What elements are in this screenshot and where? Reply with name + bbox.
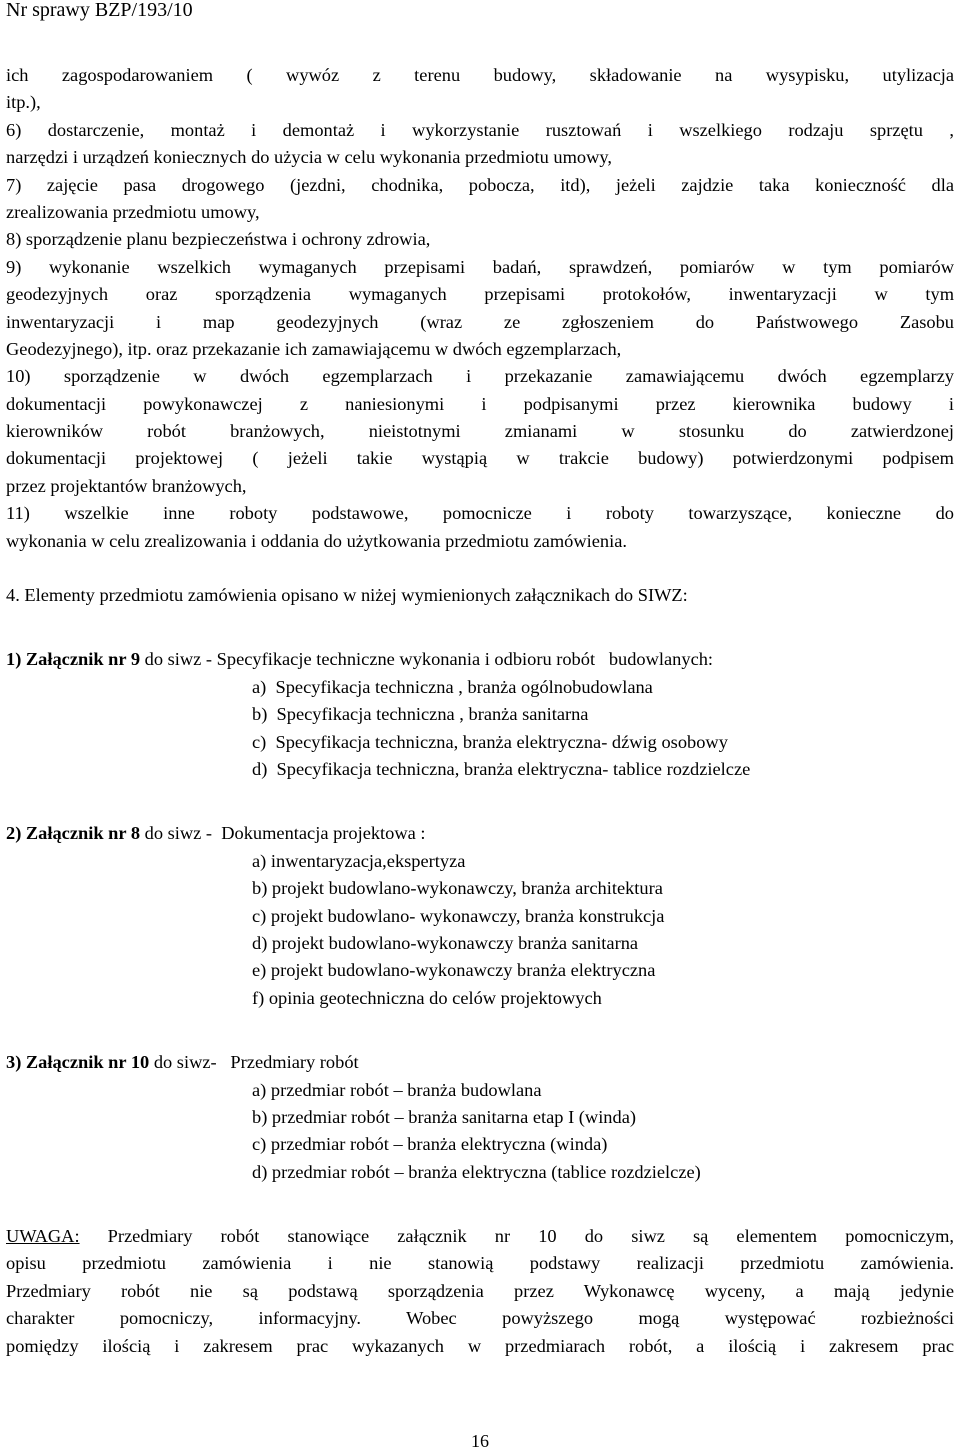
- attachment-2-title: [6, 820, 954, 847]
- attachment-3-item: c) przedmiar robót – branża elektryczna (winda): [252, 1134, 608, 1155]
- attachment-2-item: d) projekt budowlano-wykonawczy branża sanitarna: [252, 932, 639, 953]
- text-line: 11) wszelkie inne roboty podstawowe, pomocnicze i roboty towarzyszące, konieczne do: [6, 503, 954, 524]
- note-line: charakter pomocniczy, informacyjny. Wobec powyższego mogą występować rozbieżności: [6, 1308, 954, 1329]
- attachment-1-item: d) Specyfikacja techniczna, branża elektryczna- tablice rozdzielcze: [252, 758, 751, 779]
- note-label: UWAGA:: [6, 1226, 80, 1247]
- text-line: ich zagospodarowaniem ( wywóz z terenu budowy, składowanie na wysypisku, utylizacja: [6, 65, 954, 85]
- text-line: dokumentacji powykonawczej z naniesionymi i podpisanymi przez kierownika budowy i: [6, 393, 954, 414]
- attachment-1-item: c) Specyfikacja techniczna, branża elektryczna- dźwig osobowy: [252, 731, 728, 752]
- text-line: zrealizowania przedmiotu umowy,: [6, 201, 260, 222]
- text-line: itp.),: [6, 92, 41, 113]
- attachment-2-item: b) projekt budowlano-wykonawczy, branża architektura: [252, 878, 663, 899]
- document-body: [6, 62, 954, 1360]
- note-line: Przedmiary robót nie są podstawą sporządzenia przez Wykonawcę wyceny, a mają jedynie: [6, 1280, 954, 1301]
- text-line: przez projektantów branżowych,: [6, 475, 247, 496]
- section-4-heading: 4. Elementy przedmiotu zamówienia opisano w niżej wymienionych załącznikach do SIWZ:: [6, 585, 688, 606]
- text-line: narzędzi i urządzeń koniecznych do użycia w celu wykonania przedmiotu umowy,: [6, 147, 612, 168]
- note-first-line: [6, 1223, 954, 1250]
- text-line: 9) wykonanie wszelkich wymaganych przepisami badań, sprawdzeń, pomiarów w tym pomiarów: [6, 256, 954, 277]
- attachment-2-item: f) opinia geotechniczna do celów projektowych: [252, 987, 602, 1008]
- attachment-1-block: [6, 646, 954, 783]
- attachment-2-item: a) inwentaryzacja,ekspertyza: [252, 850, 466, 871]
- note-paragraph: [6, 1223, 954, 1360]
- note-line: pomiędzy ilością i zakresem prac wykazanych w przedmiarach robót, a ilością i zakresem prac: [6, 1335, 954, 1356]
- text-line: 10) sporządzenie w dwóch egzemplarzach i przekazanie zamawiającemu dwóch egzemplarzy: [6, 366, 954, 387]
- text-line: dokumentacji projektowej ( jeżeli takie wystąpią w trakcie budowy) potwierdzonymi podpisem: [6, 448, 954, 469]
- page-header-case-number: Nr sprawy BZP/193/10: [6, 0, 193, 21]
- attachment-1-item: a) Specyfikacja techniczna , branża ogólnobudowlana: [252, 676, 653, 697]
- attachment-3-item: d) przedmiar robót – branża elektryczna (tablice rozdzielcze): [252, 1161, 701, 1182]
- attachment-3-block: [6, 1049, 954, 1186]
- attachment-3-item: a) przedmiar robót – branża budowlana: [252, 1079, 542, 1100]
- page-number: 16: [471, 1431, 489, 1451]
- attachment-1-item: b) Specyfikacja techniczna , branża sanitarna: [252, 704, 589, 725]
- text-line: inwentaryzacji i map geodezyjnych (wraz ze zgłoszeniem do Państwowego Zasobu: [6, 311, 954, 332]
- text-line: 7) zajęcie pasa drogowego (jezdni, chodnika, pobocza, itd), jeżeli zajdzie taka konieczność dla: [6, 174, 954, 195]
- text-line: 6) dostarczenie, montaż i demontaż i wykorzystanie rusztowań i wszelkiego rodzaju sprzętu ,: [6, 119, 954, 140]
- attachment-1-title: [6, 646, 954, 673]
- text-line: geodezyjnych oraz sporządzenia wymaganych przepisami protokołów, inwentaryzacji w tym: [6, 284, 954, 305]
- attachment-1-number: 1) Załącznik nr 9: [6, 649, 141, 670]
- attachment-3-title: [6, 1049, 954, 1076]
- attachment-2-block: [6, 820, 954, 1012]
- text-line: kierowników robót branżowych, nieistotnymi zmianami w stosunku do zatwierdzonej: [6, 421, 954, 442]
- attachment-3-number: 3) Załącznik nr 10: [6, 1052, 150, 1073]
- paragraph-scope-of-work: [6, 62, 954, 555]
- attachment-2-number: 2) Załącznik nr 8: [6, 823, 141, 844]
- text-line: 8) sporządzenie planu bezpieczeństwa i ochrony zdrowia,: [6, 229, 431, 250]
- attachment-2-item: e) projekt budowlano-wykonawczy branża elektryczna: [252, 960, 656, 981]
- attachment-2-description: do siwz - Dokumentacja projektowa :: [140, 823, 426, 844]
- text-line: Geodezyjnego), itp. oraz przekazanie ich zamawiającemu w dwóch egzemplarzach,: [6, 338, 622, 359]
- note-line: opisu przedmiotu zamówienia i nie stanowią podstawy realizacji przedmiotu zamówienia.: [6, 1253, 954, 1274]
- note-first-line-text: Przedmiary robót stanowiące załącznik nr 10 do siwz są elementem pomocniczym,: [79, 1226, 954, 1247]
- attachment-2-item: c) projekt budowlano- wykonawczy, branża konstrukcja: [252, 905, 665, 926]
- attachment-3-description: do siwz- Przedmiary robót: [149, 1052, 359, 1073]
- attachment-3-item: b) przedmiar robót – branża sanitarna etap I (winda): [252, 1106, 636, 1127]
- text-line: wykonania w celu zrealizowania i oddania do użytkowania przedmiotu zamówienia.: [6, 530, 627, 551]
- attachment-1-description: do siwz - Specyfikacje techniczne wykonania i odbioru robót budowlanych:: [140, 649, 714, 670]
